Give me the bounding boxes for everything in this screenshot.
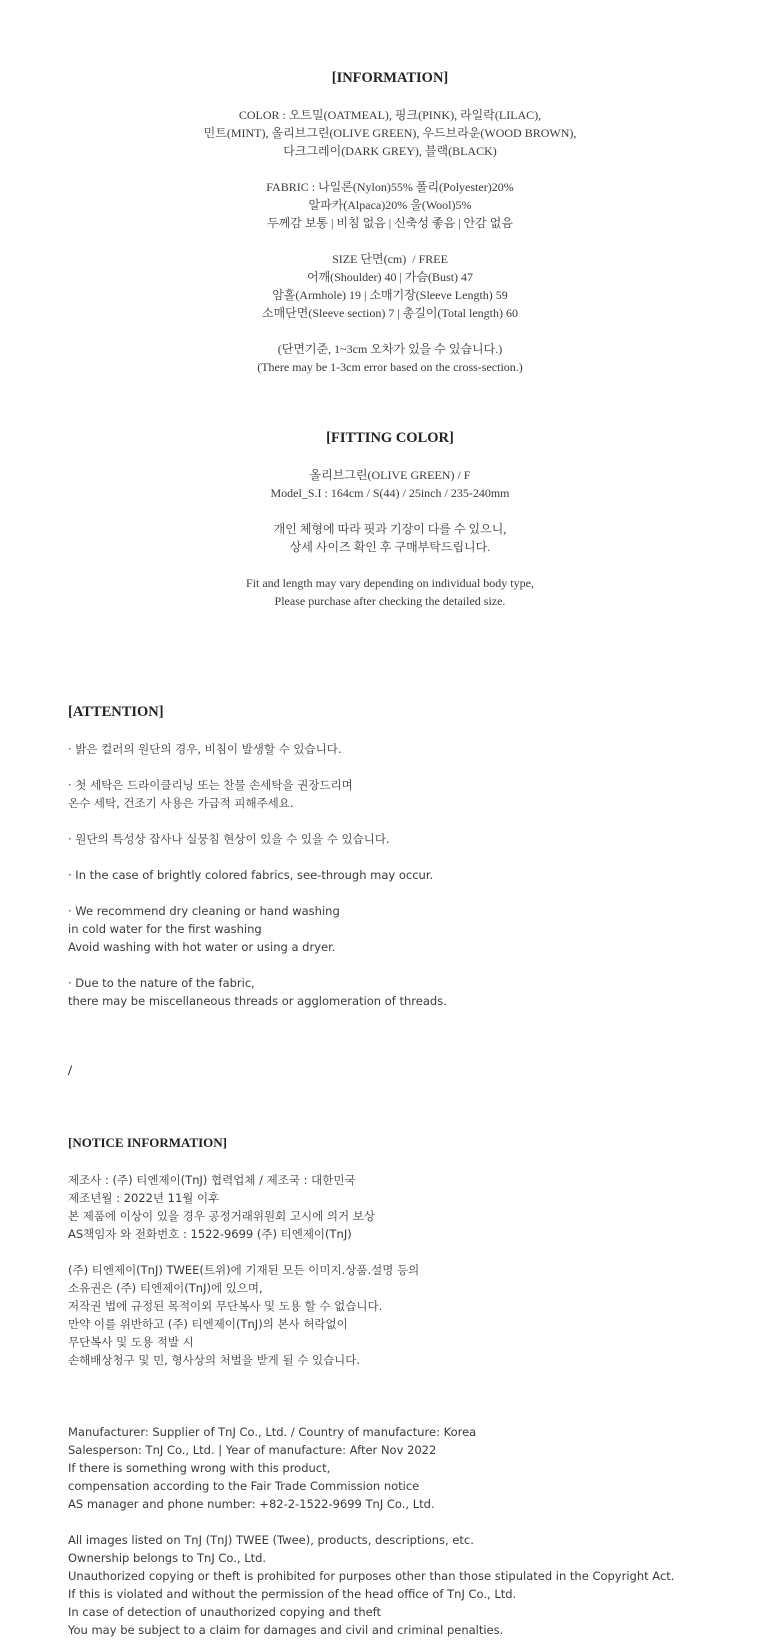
attention-line: · 첫 세탁은 드라이클리닝 또는 찬물 손세탁을 권장드리며	[68, 778, 353, 792]
information-section	[0, 68, 780, 376]
color-line: 다크그레이(DARK GREY), 블랙(BLACK)	[283, 144, 497, 158]
notice-line: (주) 티엔제이(TnJ) TWEE(트위)에 기재된 모든 이미지.상품.설명 등의	[68, 1263, 420, 1277]
notice-line: If this is violated and without the permission of the head office of TnJ Co., Ltd.	[68, 1587, 517, 1601]
attention-line: in cold water for the first washing	[68, 922, 262, 936]
fabric-list	[0, 178, 780, 232]
notice-line: 소유권은 (주) 티엔제이(TnJ)에 있으며,	[68, 1281, 263, 1295]
attention-line: · 밝은 컬러의 원단의 경우, 비침이 발생할 수 있습니다.	[68, 742, 342, 756]
notice-line: 제조년월 : 2022년 11월 이후	[68, 1191, 220, 1205]
attention-heading: [ATTENTION]	[68, 704, 164, 720]
size-line: 소매단면(Sleeve section) 7 | 총길이(Total length) 60	[262, 306, 518, 320]
notice-line: If there is something wrong with this product,	[68, 1461, 331, 1475]
notice-line: 저작권 법에 규정된 목적이외 무단복사 및 도용 할 수 없습니다.	[68, 1299, 383, 1313]
attention-line: · Due to the nature of the fabric,	[68, 976, 255, 990]
fit-notice-kr-line: 상세 사이즈 확인 후 구매부탁드립니다.	[289, 540, 491, 554]
color-line: COLOR : 오트밀(OATMEAL), 핑크(PINK), 라일락(LILAC),	[238, 108, 542, 122]
slash-divider: /	[68, 1063, 73, 1079]
notice-en-copyright	[68, 1531, 740, 1639]
attention-kr-3	[68, 830, 740, 848]
attention-line: · 원단의 특성상 잡사나 실뭉침 현상이 있을 수 있을 수 있습니다.	[68, 832, 390, 846]
fit-notice-en-line: Fit and length may vary depending on individual body type,	[246, 576, 534, 590]
model-info-list	[0, 466, 780, 502]
notice-en-info	[68, 1423, 740, 1513]
notice-line: AS manager and phone number: +82-2-1522-9699 TnJ Co., Ltd.	[68, 1497, 435, 1511]
notice-line: 무단복사 및 도용 적발 시	[68, 1335, 194, 1349]
notice-heading: [NOTICE INFORMATION]	[68, 1135, 228, 1150]
attention-line: · We recommend dry cleaning or hand washing	[68, 904, 340, 918]
notice-line: Ownership belongs to TnJ Co., Ltd.	[68, 1551, 267, 1565]
size-line: SIZE 단면(cm) / FREE	[332, 252, 448, 266]
notice-kr-copyright	[68, 1261, 740, 1369]
attention-line: there may be miscellaneous threads or agglomeration of threads.	[68, 994, 447, 1008]
fit-notice-kr-line: 개인 체형에 따라 핏과 기장이 다를 수 있으니,	[273, 522, 507, 536]
notice-section	[68, 1133, 740, 1639]
attention-line: · In the case of brightly colored fabrics, see-through may occur.	[68, 868, 434, 882]
fitting-heading: [FITTING COLOR]	[326, 430, 454, 446]
notice-line: Manufacturer: Supplier of TnJ Co., Ltd. / Country of manufacture: Korea	[68, 1425, 477, 1439]
attention-kr-2	[68, 776, 740, 812]
error-note-list	[0, 340, 780, 376]
fabric-line: 두께감 보통 | 비침 없음 | 신축성 좋음 | 안감 없음	[267, 216, 513, 230]
notice-line: All images listed on TnJ (TnJ) TWEE (Twee), products, descriptions, etc.	[68, 1533, 474, 1547]
size-line: 어깨(Shoulder) 40 | 가슴(Bust) 47	[306, 270, 474, 284]
notice-line: Salesperson: TnJ Co., Ltd. | Year of manufacture: After Nov 2022	[68, 1443, 437, 1457]
error-note-line: (단면기준, 1~3cm 오차가 있을 수 있습니다.)	[277, 342, 503, 356]
notice-line: 손해배상청구 및 민, 형사상의 처벌을 받게 될 수 있습니다.	[68, 1353, 361, 1367]
error-note-line: (There may be 1-3cm error based on the cross-section.)	[257, 360, 523, 374]
fit-notice-en-line: Please purchase after checking the detailed size.	[274, 594, 506, 608]
fabric-line: 알파카(Alpaca)20% 울(Wool)5%	[308, 198, 472, 212]
model-info-line: 올리브그린(OLIVE GREEN) / F	[309, 468, 471, 482]
attention-en-3	[68, 974, 740, 1010]
fitting-section	[0, 428, 780, 610]
attention-en-1	[68, 866, 740, 884]
notice-line: 제조사 : (주) 티엔제이(TnJ) 협력업체 / 제조국 : 대한민국	[68, 1173, 356, 1187]
fit-notice-kr	[0, 520, 780, 556]
color-line: 민트(MINT), 올리브그린(OLIVE GREEN), 우드브라운(WOOD BROWN),	[203, 126, 577, 140]
notice-line: 본 제품에 이상이 있을 경우 공정거래위원회 고시에 의거 보상	[68, 1209, 375, 1223]
notice-line: compensation according to the Fair Trade Commission notice	[68, 1479, 420, 1493]
notice-line: Unauthorized copying or theft is prohibited for purposes other than those stipulated in the Copyright Act.	[68, 1569, 675, 1583]
information-heading: [INFORMATION]	[331, 70, 449, 86]
model-info-line: Model_S.I : 164cm / S(44) / 25inch / 235-240mm	[270, 486, 510, 500]
color-list	[0, 106, 780, 160]
notice-kr-info	[68, 1171, 740, 1243]
size-list	[0, 250, 780, 322]
attention-en-2	[68, 902, 740, 956]
notice-line: AS책임자 와 전화번호 : 1522-9699 (주) 티엔제이(TnJ)	[68, 1227, 352, 1241]
notice-line: You may be subject to a claim for damages and civil and criminal penalties.	[68, 1623, 504, 1637]
notice-line: In case of detection of unauthorized copying and theft	[68, 1605, 382, 1619]
fabric-line: FABRIC : 나일론(Nylon)55% 폴리(Polyester)20%	[266, 180, 514, 194]
attention-kr-1	[68, 740, 740, 758]
attention-line: 온수 세탁, 건조기 사용은 가급적 피해주세요.	[68, 796, 294, 810]
attention-line: Avoid washing with hot water or using a dryer.	[68, 940, 336, 954]
size-line: 암홀(Armhole) 19 | 소매기장(Sleeve Length) 59	[272, 288, 508, 302]
fit-notice-en	[0, 574, 780, 610]
attention-section	[68, 702, 740, 1010]
notice-line: 만약 이를 위반하고 (주) 티엔제이(TnJ)의 본사 허락없이	[68, 1317, 348, 1331]
